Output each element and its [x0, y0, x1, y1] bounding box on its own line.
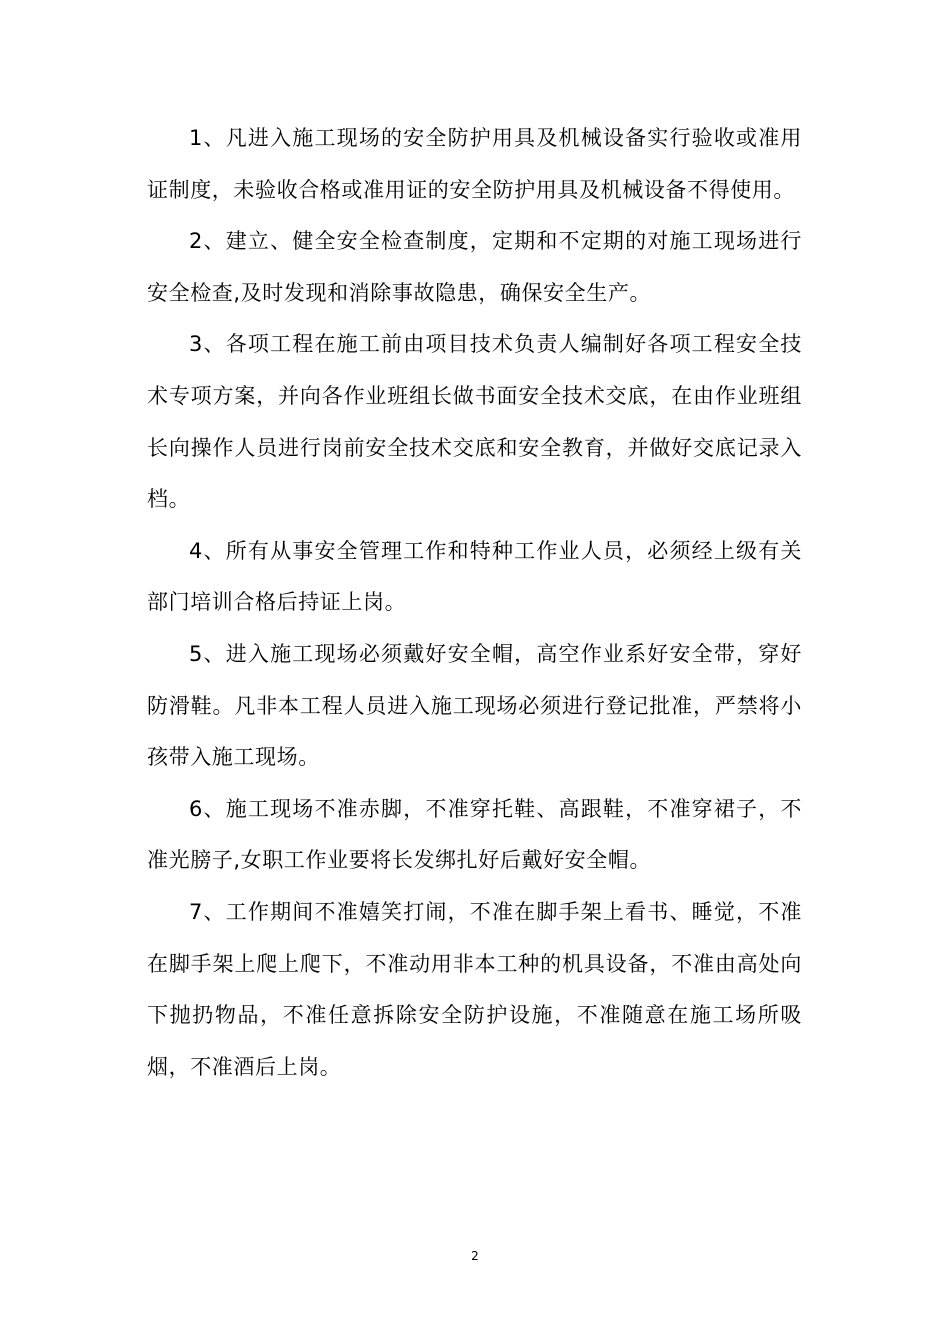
paragraph-3: 3、各项工程在施工前由项目技术负责人编制好各项工程安全技术专项方案，并向各作业班组长做书面安全技术交底，在由作业班组长向操作人员进行岗前安全技术交底和安全教育，并做好交底记录入档。	[147, 332, 802, 512]
page-number: 2	[471, 1249, 479, 1263]
document-body	[147, 113, 802, 1093]
paragraph-7: 7、工作期间不准嬉笑打闹，不准在脚手架上看书、睡觉，不准在脚手架上爬上爬下，不准动用非本工种的机具设备，不准由高处向下抛扔物品，不准任意拆除安全防护设施，不准随意在施工场所吸烟，不准酒后上岗。	[147, 899, 802, 1079]
paragraph-4: 4、所有从事安全管理工作和特种工作业人员，必须经上级有关部门培训合格后持证上岗。	[147, 538, 802, 615]
paragraph-5: 5、进入施工现场必须戴好安全帽，高空作业系好安全带，穿好防滑鞋。凡非本工程人员进入施工现场必须进行登记批准，严禁将小孩带入施工现场。	[147, 641, 802, 770]
paragraph-2: 2、建立、健全安全检查制度，定期和不定期的对施工现场进行安全检查,及时发现和消除事故隐患，确保安全生产。	[147, 229, 802, 305]
paragraph-1: 1、凡进入施工现场的安全防护用具及机械设备实行验收或准用证制度，未验收合格或准用证的安全防护用具及机械设备不得使用。	[147, 126, 802, 202]
paragraph-6: 6、施工现场不准赤脚，不准穿托鞋、高跟鞋，不准穿裙子，不准光膀子,女职工作业要将长发绑扎好后戴好安全帽。	[147, 796, 802, 873]
